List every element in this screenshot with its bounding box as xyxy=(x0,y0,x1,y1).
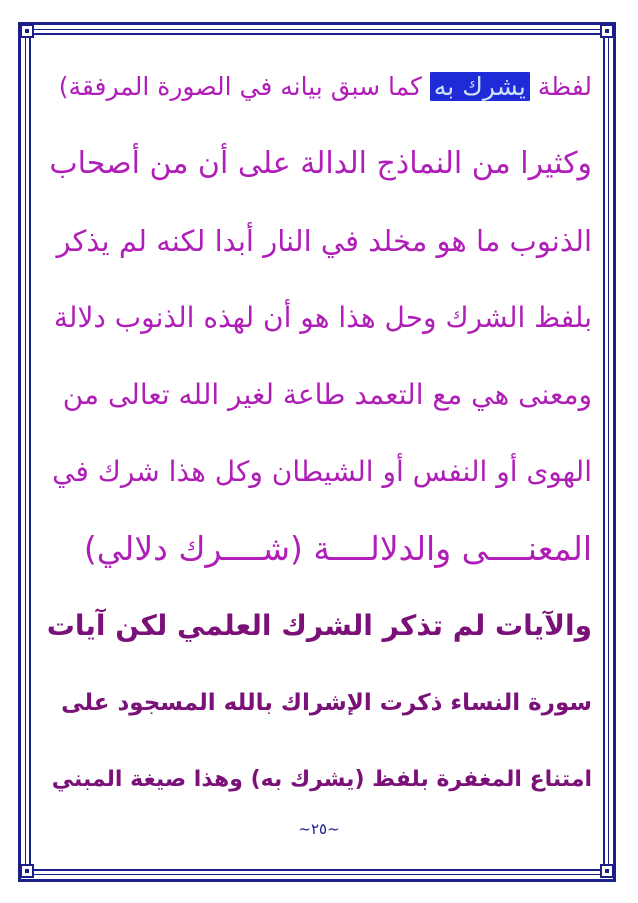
text-line-5: ومعنى هي مع التعمد طاعة لغير الله تعالى من xyxy=(62,378,592,411)
text-line-10: امتناع المغفرة بلفظ (يشرك به) وهذا صيغة المبني xyxy=(51,767,592,792)
corner-ornament-top-left xyxy=(20,24,34,38)
corner-ornament-bottom-right xyxy=(600,864,614,878)
corner-ornament-bottom-left xyxy=(20,864,34,878)
page-number: ~٢٥~ xyxy=(298,820,340,838)
text-line-4: بلفظ الشرك وحل هذا هو أن لهذه الذنوب دلالة xyxy=(53,301,592,334)
text-line-1 xyxy=(46,48,592,125)
text-line-7: المعنــــى والدلالــــة (شــــرك دلالي) xyxy=(83,529,592,568)
page-body-text xyxy=(46,48,592,818)
text-line-8: والآيات لم تذكر الشرك العلمي لكن آيات xyxy=(46,609,592,642)
text-line-6: الهوى أو النفس أو الشيطان وكل هذا شرك في xyxy=(52,455,592,488)
text-line-3: الذنوب ما هو مخلد في النار أبدا لكنه لم يذكر xyxy=(56,223,592,258)
text-line-2: وكثيرا من النماذج الدالة على أن من أصحاب xyxy=(49,146,592,181)
corner-ornament-top-right xyxy=(600,24,614,38)
text-line-1-end: كما سبق بيانه في الصورة المرفقة) xyxy=(58,72,430,101)
text-line-9: سورة النساء ذكرت الإشراك بالله المسجود على xyxy=(61,689,592,716)
text-line-1-start: لفظة xyxy=(529,72,592,101)
highlighted-phrase[interactable]: يشرك به xyxy=(430,72,530,101)
